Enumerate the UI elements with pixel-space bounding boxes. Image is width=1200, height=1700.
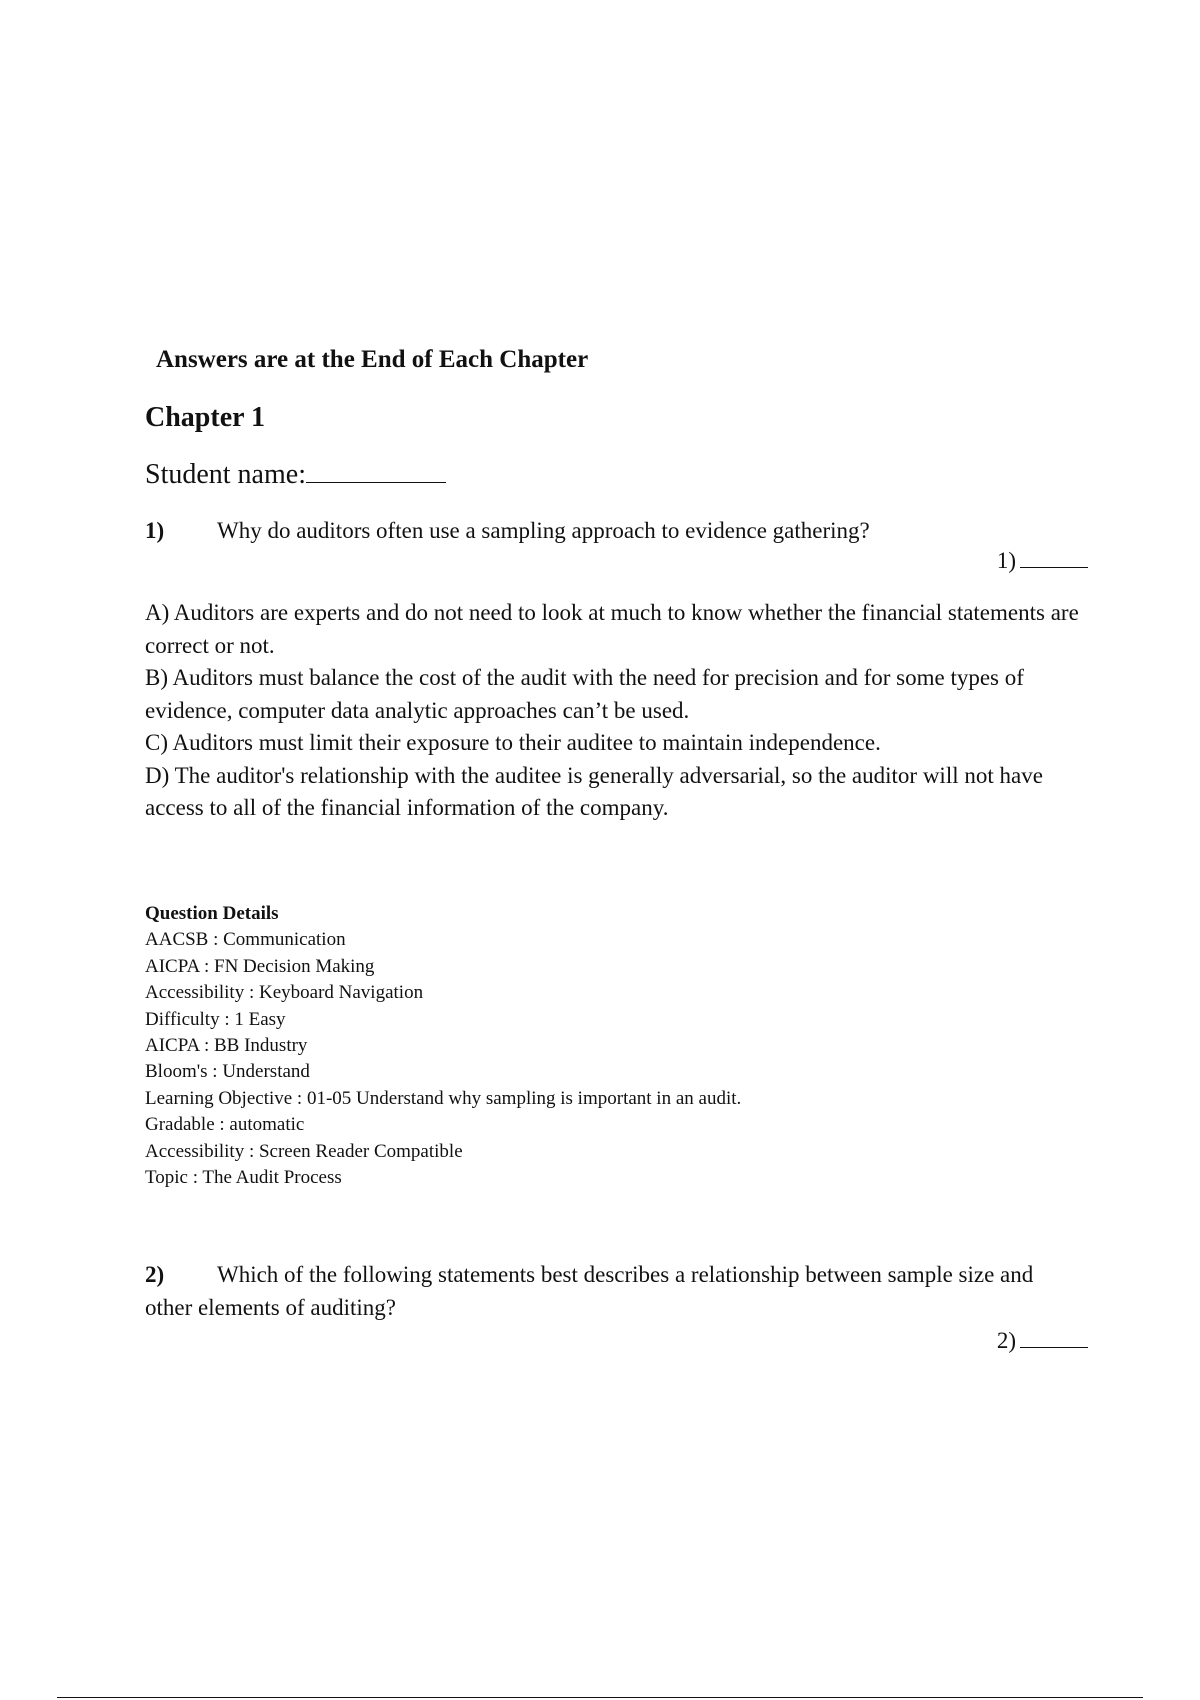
detail-row: Topic : The Audit Process (145, 1167, 342, 1189)
question-1 (145, 514, 1085, 547)
detail-row: AACSB : Communication (145, 929, 346, 951)
detail-row: Accessibility : Keyboard Navigation (145, 982, 424, 1004)
answer-slot-1-label: 1) (996, 548, 1016, 573)
option-b: B) Auditors must balance the cost of the audit with the need for precision and for some types of evidence, computer data analytic approaches can’t be used. (145, 665, 1024, 723)
detail-row: Gradable : automatic (145, 1114, 305, 1136)
detail-row: Accessibility : Screen Reader Compatible (145, 1140, 463, 1162)
answer-slot-2-label: 2) (996, 1328, 1016, 1353)
question-1-text: Why do auditors often use a sampling approach to evidence gathering? (217, 518, 870, 543)
student-name-field (145, 456, 446, 494)
detail-row: Bloom's : Understand (145, 1061, 310, 1083)
detail-row: Difficulty : 1 Easy (145, 1008, 286, 1030)
option-c: C) Auditors must limit their exposure to their auditee to maintain independence. (145, 730, 881, 755)
answers-notice: Answers are at the End of Each Chapter (156, 346, 589, 373)
student-name-blank (306, 481, 446, 483)
question-2 (145, 1258, 1085, 1324)
detail-row: AICPA : BB Industry (145, 1035, 308, 1057)
detail-row: Learning Objective : 01-05 Understand why sampling is important in an audit. (145, 1087, 742, 1109)
answer-slot-1-blank (1020, 566, 1088, 568)
option-d: D) The auditor's relationship with the auditee is generally adversarial, so the auditor will not have access to all of the financial information of the company. (145, 762, 1043, 820)
question-2-number: 2) (145, 1262, 165, 1287)
details-heading: Question Details (145, 903, 279, 924)
chapter-title: Chapter 1 (145, 402, 266, 433)
student-name-label: Student name: (145, 459, 306, 490)
footer-divider (57, 1697, 1143, 1698)
question-1-options (145, 597, 1085, 825)
detail-row: AICPA : FN Decision Making (145, 955, 375, 977)
answer-slot-2-blank (1020, 1346, 1088, 1348)
answer-slot-1 (997, 546, 1088, 576)
answer-slot-2 (997, 1326, 1088, 1356)
question-1-details (145, 901, 1045, 1191)
question-1-number: 1) (145, 518, 165, 543)
option-a: A) Auditors are experts and do not need to look at much to know whether the financial statements are correct or not. (145, 600, 1079, 658)
question-2-text: Which of the following statements best describes a relationship between sample size and other elements of auditing? (145, 1262, 1034, 1320)
